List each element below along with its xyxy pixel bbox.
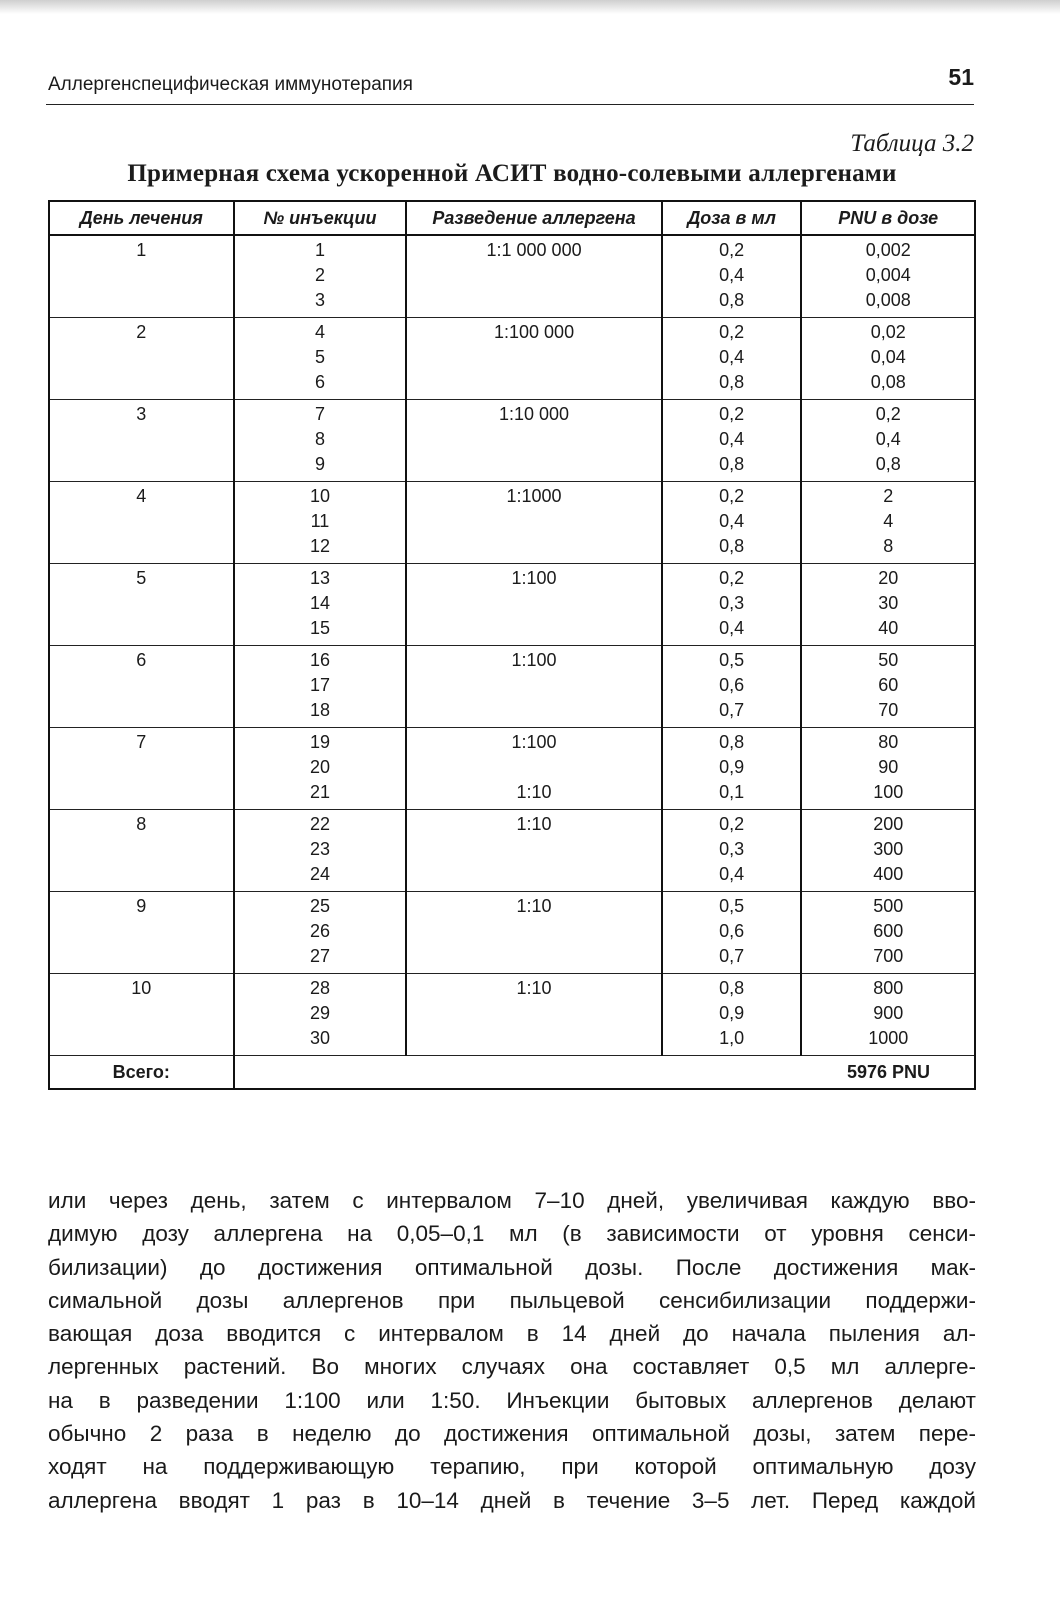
cell-dose: [662, 974, 802, 1056]
cell-day: [49, 892, 234, 974]
cell-dilution-line: 1:10: [516, 896, 552, 916]
cell-dose-line: 0,4: [719, 511, 745, 531]
cell-injection-line: 1: [314, 240, 325, 260]
cell-injection-line: 9: [314, 454, 325, 474]
cell-dose: [662, 646, 802, 728]
body-text-line: симальной дозы аллергенов при пыльцевой сенсибилизации поддержи-: [48, 1287, 976, 1313]
cell-dose-line: 0,4: [719, 864, 745, 884]
body-text-line: на в разведении 1:100 или 1:50. Инъекции бытовых аллергенов делают: [48, 1387, 976, 1413]
cell-dose-line: 0,2: [719, 568, 745, 588]
cell-dilution-line: [407, 698, 660, 723]
cell-dose-line: 0,2: [719, 240, 745, 260]
cell-day-value: 10: [131, 978, 152, 998]
cell-dilution-line: [407, 534, 660, 559]
table-row: [49, 564, 975, 646]
total-label: Всего:: [49, 1056, 234, 1090]
cell-dilution: [406, 974, 661, 1056]
cell-dose: [662, 564, 802, 646]
cell-injection-line: 4: [314, 322, 325, 342]
cell-dose-line: 0,1: [719, 782, 745, 802]
cell-day: [49, 318, 234, 400]
cell-dose: [662, 400, 802, 482]
cell-injection-line: 15: [309, 618, 330, 638]
header-rule: [46, 104, 974, 105]
table-row: [49, 400, 975, 482]
cell-dose-line: 0,4: [719, 429, 745, 449]
cell-dilution-line: [407, 370, 660, 395]
cell-day: [49, 728, 234, 810]
total-value: 5976 PNU: [234, 1056, 975, 1090]
cell-dilution: [406, 400, 661, 482]
table-label: Таблица 3.2: [850, 130, 974, 157]
cell-pnu-line: 80: [878, 732, 899, 752]
table-body: [49, 235, 975, 1056]
cell-injection: [234, 810, 407, 892]
cell-dilution-line: 1:10: [516, 782, 552, 802]
cell-dilution: [406, 318, 661, 400]
page-number: 51: [948, 64, 974, 90]
cell-dose: [662, 892, 802, 974]
cell-injection-line: 29: [309, 1003, 330, 1023]
cell-dilution-line: [407, 673, 660, 698]
cell-pnu: [801, 810, 975, 892]
cell-injection-line: 27: [309, 946, 330, 966]
cell-pnu-line: 0,08: [870, 372, 906, 392]
cell-pnu: [801, 482, 975, 564]
cell-pnu-line: 0,4: [875, 429, 901, 449]
cell-dilution-line: 1:100 000: [494, 322, 575, 342]
cell-pnu: [801, 400, 975, 482]
cell-injection-line: 18: [309, 700, 330, 720]
body-text-line: вающая доза вводится с интервалом в 14 дней до начала пыления ал-: [48, 1321, 976, 1347]
cell-dilution-line: 1:100: [511, 732, 557, 752]
cell-day: [49, 564, 234, 646]
cell-dilution-line: 1:1 000 000: [486, 240, 582, 260]
cell-pnu-line: 300: [873, 839, 904, 859]
cell-pnu-line: 600: [873, 921, 904, 941]
cell-dose-line: 0,8: [719, 536, 745, 556]
cell-injection-line: 5: [314, 347, 325, 367]
cell-pnu-line: 0,2: [875, 404, 901, 424]
cell-pnu: [801, 892, 975, 974]
cell-dilution: [406, 646, 661, 728]
cell-injection-line: 26: [309, 921, 330, 941]
cell-day: [49, 974, 234, 1056]
cell-dilution-line: [407, 1001, 660, 1026]
cell-injection-line: 17: [309, 675, 330, 695]
cell-pnu-line: 0,8: [875, 454, 901, 474]
table-row: [49, 482, 975, 564]
cell-pnu-line: 0,004: [865, 265, 911, 285]
cell-day-value: 1: [136, 240, 147, 260]
scan-edge-shadow: [0, 0, 1060, 14]
cell-pnu-line: 800: [873, 978, 904, 998]
cell-dilution-line: 1:100: [511, 650, 557, 670]
cell-pnu: [801, 974, 975, 1056]
cell-dilution-line: 1:100: [511, 568, 557, 588]
cell-dose-line: 1,0: [719, 1028, 745, 1048]
cell-dose-line: 0,9: [719, 1003, 745, 1023]
cell-injection-line: 7: [314, 404, 325, 424]
cell-dilution-line: [407, 862, 660, 887]
cell-pnu-line: 4: [883, 511, 894, 531]
body-text-line: или через день, затем с интервалом 7–10 дней, увеличивая каждую вво-: [48, 1188, 976, 1213]
cell-dilution: [406, 810, 661, 892]
cell-injection-line: 24: [309, 864, 330, 884]
cell-dose-line: 0,7: [719, 700, 745, 720]
cell-day-value: 2: [136, 322, 147, 342]
cell-pnu-line: 40: [878, 618, 899, 638]
cell-injection-line: 19: [309, 732, 330, 752]
cell-day-value: 7: [136, 732, 147, 752]
cell-dilution-line: 1:1000: [506, 486, 562, 506]
cell-dose-line: 0,3: [719, 839, 745, 859]
cell-dose-line: 0,7: [719, 946, 745, 966]
cell-injection: [234, 646, 407, 728]
column-header-dilution: Разведение аллергена: [406, 201, 661, 235]
table-row: [49, 646, 975, 728]
cell-injection-line: 13: [309, 568, 330, 588]
cell-pnu-line: 700: [873, 946, 904, 966]
cell-dilution-line: [407, 919, 660, 944]
cell-dose-line: 0,4: [719, 347, 745, 367]
cell-pnu: [801, 564, 975, 646]
cell-dose: [662, 235, 802, 318]
table-row: [49, 810, 975, 892]
cell-dose-line: 0,8: [719, 454, 745, 474]
cell-dilution: [406, 235, 661, 318]
cell-injection-line: 2: [314, 265, 325, 285]
cell-dose-line: 0,6: [719, 921, 745, 941]
cell-dilution-line: 1:10 000: [499, 404, 570, 424]
cell-dilution-line: 1:10: [516, 978, 552, 998]
cell-pnu-line: 1000: [868, 1028, 909, 1048]
cell-day: [49, 482, 234, 564]
cell-injection-line: 16: [309, 650, 330, 670]
body-paragraph: [48, 1184, 976, 1517]
cell-day-value: 6: [136, 650, 147, 670]
cell-dose-line: 0,4: [719, 265, 745, 285]
cell-pnu-line: 900: [873, 1003, 904, 1023]
cell-day-value: 4: [136, 486, 147, 506]
column-header-injection: № инъекции: [234, 201, 407, 235]
table-row: [49, 728, 975, 810]
cell-dilution-line: [407, 616, 660, 641]
cell-dose: [662, 810, 802, 892]
cell-pnu: [801, 646, 975, 728]
cell-injection-line: 25: [309, 896, 330, 916]
cell-dose-line: 0,2: [719, 322, 745, 342]
cell-day-value: 3: [136, 404, 147, 424]
cell-injection-line: 14: [309, 593, 330, 613]
cell-dose-line: 0,3: [719, 593, 745, 613]
cell-injection: [234, 482, 407, 564]
cell-pnu: [801, 728, 975, 810]
cell-dilution-line: [407, 509, 660, 534]
cell-day: [49, 646, 234, 728]
cell-dilution: [406, 564, 661, 646]
cell-dilution: [406, 892, 661, 974]
cell-injection-line: 30: [309, 1028, 330, 1048]
cell-injection-line: 21: [309, 782, 330, 802]
cell-pnu-line: 90: [878, 757, 899, 777]
cell-dilution-line: [407, 944, 660, 969]
cell-dilution-line: [407, 591, 660, 616]
body-text-line: аллергена вводят 1 раз в 10–14 дней в течение 3–5 лет. Перед каждой: [48, 1487, 976, 1513]
cell-injection-line: 6: [314, 372, 325, 392]
cell-day-value: 9: [136, 896, 147, 916]
cell-pnu-line: 0,008: [865, 290, 911, 310]
cell-pnu-line: 20: [878, 568, 899, 588]
cell-injection: [234, 400, 407, 482]
cell-pnu-line: 30: [878, 593, 899, 613]
cell-pnu-line: 0,04: [870, 347, 906, 367]
cell-day: [49, 235, 234, 318]
cell-dose-line: 0,5: [719, 896, 745, 916]
cell-injection-line: 8: [314, 429, 325, 449]
table-row: [49, 235, 975, 318]
cell-injection-line: 28: [309, 978, 330, 998]
cell-dilution-line: [407, 1026, 660, 1051]
cell-pnu: [801, 318, 975, 400]
cell-injection: [234, 235, 407, 318]
column-header-day: День лечения: [49, 201, 234, 235]
cell-pnu-line: 200: [873, 814, 904, 834]
cell-pnu-line: 0,002: [865, 240, 911, 260]
cell-dilution: [406, 482, 661, 564]
cell-dose: [662, 318, 802, 400]
cell-day-value: 8: [136, 814, 147, 834]
cell-dilution-line: 1:10: [516, 814, 552, 834]
cell-pnu-line: 0,02: [870, 322, 906, 342]
cell-injection: [234, 564, 407, 646]
cell-dose-line: 0,2: [719, 404, 745, 424]
table-header-row: [49, 201, 975, 235]
cell-injection-line: 3: [314, 290, 325, 310]
cell-dilution-line: [407, 345, 660, 370]
body-text-line: билизации) до достижения оптимальной дозы. После достижения мак-: [48, 1254, 976, 1280]
cell-injection-line: 22: [309, 814, 330, 834]
body-text-line: ходят на поддерживающую терапию, при которой оптимальную дозу: [48, 1454, 976, 1480]
cell-dose-line: 0,6: [719, 675, 745, 695]
column-header-pnu: PNU в дозе: [801, 201, 975, 235]
cell-dose-line: 0,8: [719, 372, 745, 392]
cell-dilution: [406, 728, 661, 810]
table-row: [49, 892, 975, 974]
cell-injection-line: 10: [309, 486, 330, 506]
cell-injection: [234, 728, 407, 810]
dosage-schedule-table: [48, 200, 976, 1090]
cell-injection: [234, 974, 407, 1056]
cell-dose-line: 0,8: [719, 290, 745, 310]
cell-dose-line: 0,8: [719, 732, 745, 752]
cell-day: [49, 810, 234, 892]
cell-dilution-line: [407, 288, 660, 313]
cell-pnu-line: 8: [883, 536, 894, 556]
cell-dose-line: 0,2: [719, 486, 745, 506]
cell-dilution-line: [407, 837, 660, 862]
cell-injection: [234, 318, 407, 400]
cell-dilution-line: [407, 263, 660, 288]
cell-day: [49, 400, 234, 482]
table-title: Примерная схема ускоренной АСИТ водно-солевыми аллергенами: [127, 160, 897, 187]
cell-dose-line: 0,8: [719, 978, 745, 998]
body-text-line: лергенных растений. Во многих случаях она составляет 0,5 мл аллерге-: [48, 1354, 976, 1380]
body-text-line: димую дозу аллергена на 0,05–0,1 мл (в зависимости от уровня сенси-: [48, 1221, 976, 1247]
cell-pnu-line: 100: [873, 782, 904, 802]
cell-pnu-line: 400: [873, 864, 904, 884]
cell-pnu-line: 500: [873, 896, 904, 916]
table-row: [49, 318, 975, 400]
cell-pnu-line: 70: [878, 700, 899, 720]
cell-dilution-line: [407, 755, 660, 780]
cell-injection-line: 11: [310, 511, 330, 531]
cell-pnu-line: 50: [878, 650, 899, 670]
cell-dose: [662, 728, 802, 810]
cell-dose-line: 0,9: [719, 757, 745, 777]
cell-injection-line: 12: [309, 536, 330, 556]
cell-dose-line: 0,5: [719, 650, 745, 670]
column-header-dose: Доза в мл: [662, 201, 802, 235]
cell-dilution-line: [407, 427, 660, 452]
cell-injection-line: 20: [309, 757, 330, 777]
cell-pnu-line: 60: [878, 675, 899, 695]
cell-injection-line: 23: [309, 839, 330, 859]
table-total-row: [49, 1056, 975, 1090]
cell-pnu-line: 2: [883, 486, 894, 506]
cell-dose: [662, 482, 802, 564]
cell-dose-line: 0,4: [719, 618, 745, 638]
running-header-title: Аллергенспецифическая иммунотерапия: [48, 74, 413, 95]
table-row: [49, 974, 975, 1056]
cell-day-value: 5: [136, 568, 147, 588]
cell-dose-line: 0,2: [719, 814, 745, 834]
cell-injection: [234, 892, 407, 974]
cell-dilution-line: [407, 452, 660, 477]
cell-pnu: [801, 235, 975, 318]
body-text-line: обычно 2 раза в неделю до достижения оптимальной дозы, затем пере-: [48, 1421, 976, 1447]
